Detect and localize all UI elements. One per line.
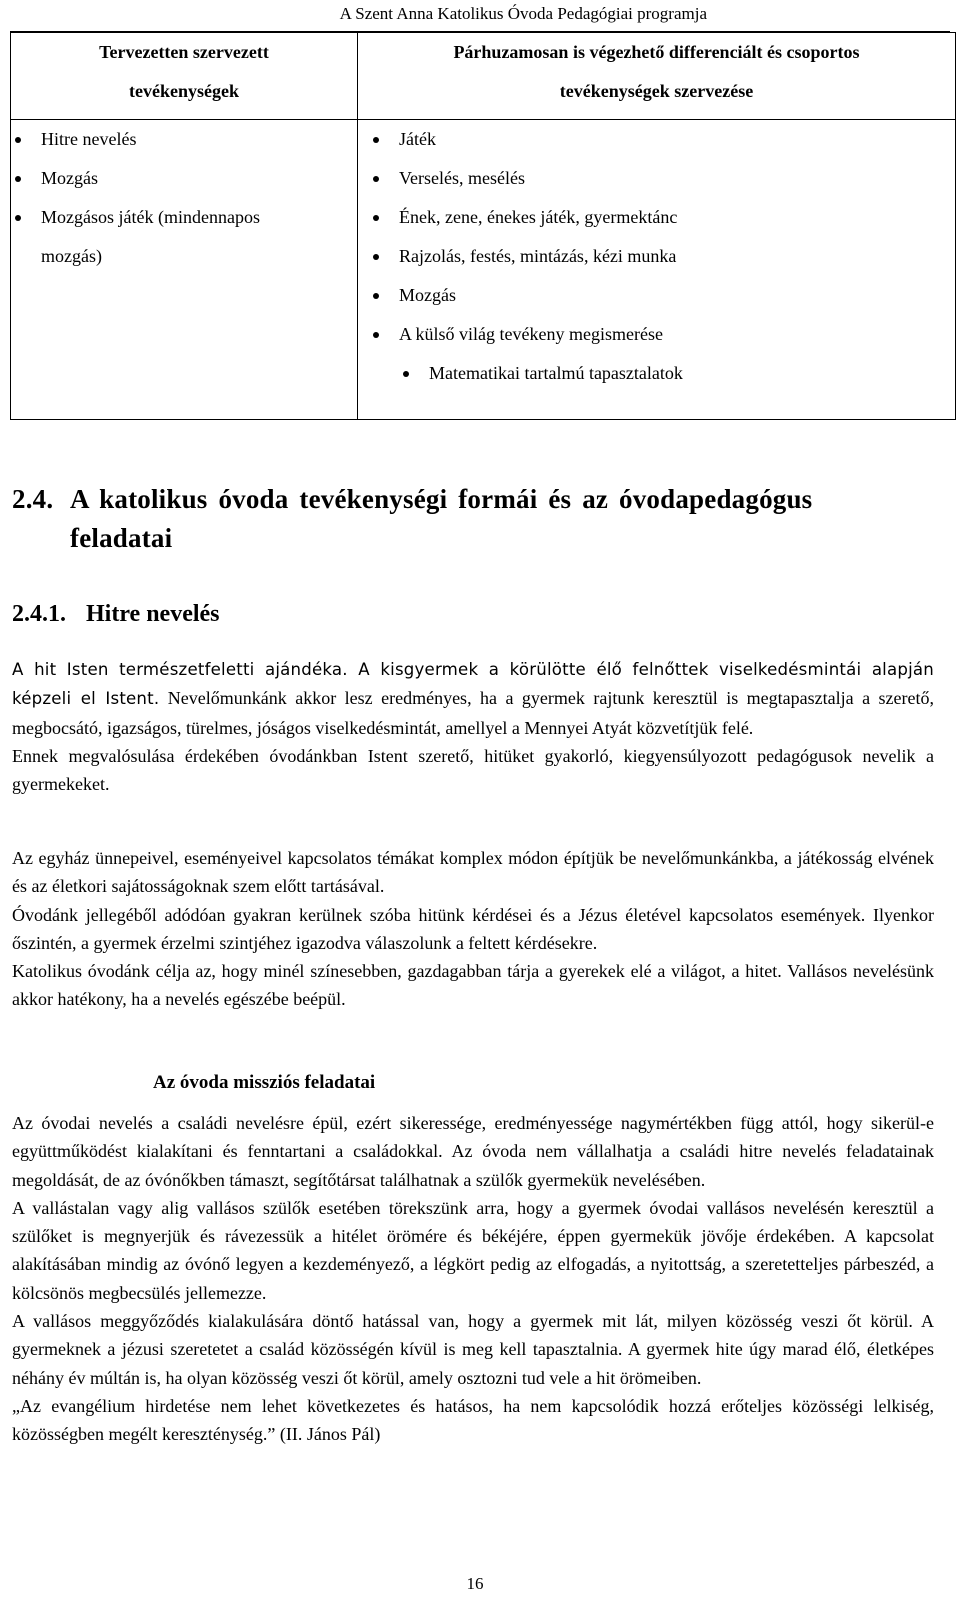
bullet-icon: [15, 176, 21, 182]
list-item: Mozgás: [11, 159, 357, 198]
quote-paragraph: „Az evangélium hirdetése nem lehet következetes és hatásos, ha nem kapcsolódik hozzá erőteljes közösségi lelkiség, közösségben megélt kereszténység.” (II. János Pál): [12, 1395, 934, 1445]
subsection-heading: [12, 598, 220, 630]
section-title-line2: feladatai: [70, 523, 173, 553]
table-cell-planned: [11, 33, 358, 120]
col1-header-line2: tevékenységek: [129, 81, 239, 101]
list-item-continuation: mozgás): [41, 245, 102, 266]
subsection-number: 2.4.1.: [12, 601, 66, 627]
bullet-icon: [15, 137, 21, 143]
paragraph: Az egyház ünnepeivel, eseményeivel kapcsolatos témákat komplex módon építjük be nevelőmunkánkba, a játékosság elvének és az életkori sajátosságoknak szem előtt tartásával.: [12, 848, 934, 897]
list-item: Mozgás: [358, 276, 955, 315]
list-subitem: Matematikai tartalmú tapasztalatok: [358, 354, 955, 393]
section-title-line1: A katolikus óvoda tevékenységi formái és az óvodapedagógus: [70, 484, 813, 514]
list-item: Ének, zene, énekes játék, gyermektánc: [358, 198, 955, 237]
page-number: 16: [466, 1574, 484, 1593]
paragraph: Óvodánk jellegéből adódóan gyakran kerülnek szóba hitünk kérdései és a Jézus életével kapcsolatos események. Ilyenkor őszintén, a gyermek érzelmi szintjéhez igazodva válaszolunk a feltett kérdésekre.: [12, 904, 934, 953]
col1-header-line1: Tervezetten szervezett: [99, 42, 269, 62]
bullet-icon: [373, 254, 379, 260]
list-item: Verselés, mesélés: [358, 159, 955, 198]
paragraph: Katolikus óvodánk célja az, hogy minél színesebben, gazdagabban tárja a gyerekek elé a világot, a hitet. Vallásos nevelésünk akkor hatékony, ha a nevelés egészébe beépül.: [12, 961, 934, 1010]
paragraph: Ennek megvalósulása érdekében óvodánkban Istent szerető, hitüket gyakorló, kiegyensúlyozott pedagógusok nevelik a gyermekeket.: [12, 745, 934, 795]
list-item: Játék: [358, 120, 955, 159]
paragraph: Az óvodai nevelés a családi nevelésre épül, ezért sikeressége, eredményessége nagymértékben függ attól, hogy sikerül-e együttműködést kialakítani és fenntartani a családokkal. Az óvoda nem vállalhatja a családi hitre nevelés feladatainak megoldását, de az óvónőkben támaszt, segítőtársat találhatnak a szülők gyermekük nevelésében.: [12, 1113, 934, 1190]
bullet-icon: [373, 215, 379, 221]
paragraph: A vallástalan vagy alig vallásos szülők esetében törekszünk arra, hogy a gyermek óvodai vallásos nevelésén keresztül a szülőket is megnyerjük és rávezessük a hitélet örömére és békéjére, éppen gyermekük jövője érdekében. A kapcsolat alakításában mindig az óvónő legyen a kezdeményező, a légkört pedig az elfogadás, a nyitottság, a szeretetteljes párbeszéd, a kölcsönös megbecsülés jellemezze.: [12, 1197, 934, 1303]
list-item: Hitre nevelés: [11, 120, 357, 159]
page-header: [0, 2, 960, 32]
table-cell-parallel-items: [358, 119, 956, 419]
col2-header-line1: Párhuzamosan is végezhető differenciált és csoportos: [453, 42, 860, 62]
paragraph-block-mission: [12, 1109, 934, 1449]
table-cell-parallel: [358, 33, 956, 120]
parallel-list: [358, 120, 955, 393]
section-heading: [12, 480, 942, 558]
planned-list: [11, 120, 357, 237]
bullet-icon: [373, 293, 379, 299]
col2-header: [358, 33, 955, 111]
bullet-icon: [373, 176, 379, 182]
subsection-title: Hitre nevelés: [86, 601, 220, 627]
col1-header: [11, 33, 357, 111]
list-item: Rajzolás, festés, mintázás, kézi munka: [358, 237, 955, 276]
paragraph: A vallásos meggyőződés kialakulására döntő hatással van, hogy a gyermek mit lát, milyen közösség veszi őt körül. A gyermeknek a jézusi szeretetet a család közösségén kívül is meg kell tapasztalnia. A gyermek hite úgy marad élő, életképes néhány év múltán is, ha olyan közösség veszi őt körül, amely osztozni tud vele a hit örömeiben.: [12, 1311, 934, 1388]
page-footer: [0, 1574, 960, 1594]
col2-header-line2: tevékenységek szervezése: [559, 81, 754, 101]
paragraph-sans-part: A hit Isten természetfeletti ajándéka. A kisgyermek a körülötte élő felnőttek viselkedésmintái alapján képzeli el Istent.: [12, 660, 934, 709]
activities-table: [10, 32, 956, 420]
bullet-icon: [403, 371, 409, 377]
paragraph-block-faith: [12, 655, 934, 798]
bullet-icon: [15, 215, 21, 221]
bullet-icon: [373, 137, 379, 143]
list-item: A külső világ tevékeny megismerése: [358, 315, 955, 354]
paragraph-block-church: [12, 844, 934, 1014]
bullet-icon: [373, 332, 379, 338]
mission-heading: Az óvoda missziós feladatai: [153, 1072, 376, 1093]
paragraph: [12, 655, 934, 742]
table-cell-planned-items: [11, 119, 358, 419]
list-item: Mozgásos játék (mindennapos: [11, 198, 357, 237]
header-title: A Szent Anna Katolikus Óvoda Pedagógiai programja: [339, 4, 707, 23]
paragraph-serif-part: Nevelőmunkánk akkor lesz eredményes, ha a gyermek rajtunk keresztül is megtapasztalja a szerető, megbocsátó, igazságos, türelmes, jóságos viselkedésmintát, amellyel a Mennyei Atyát közvetítjük felé.: [12, 688, 934, 738]
section-number: 2.4.: [12, 484, 54, 514]
